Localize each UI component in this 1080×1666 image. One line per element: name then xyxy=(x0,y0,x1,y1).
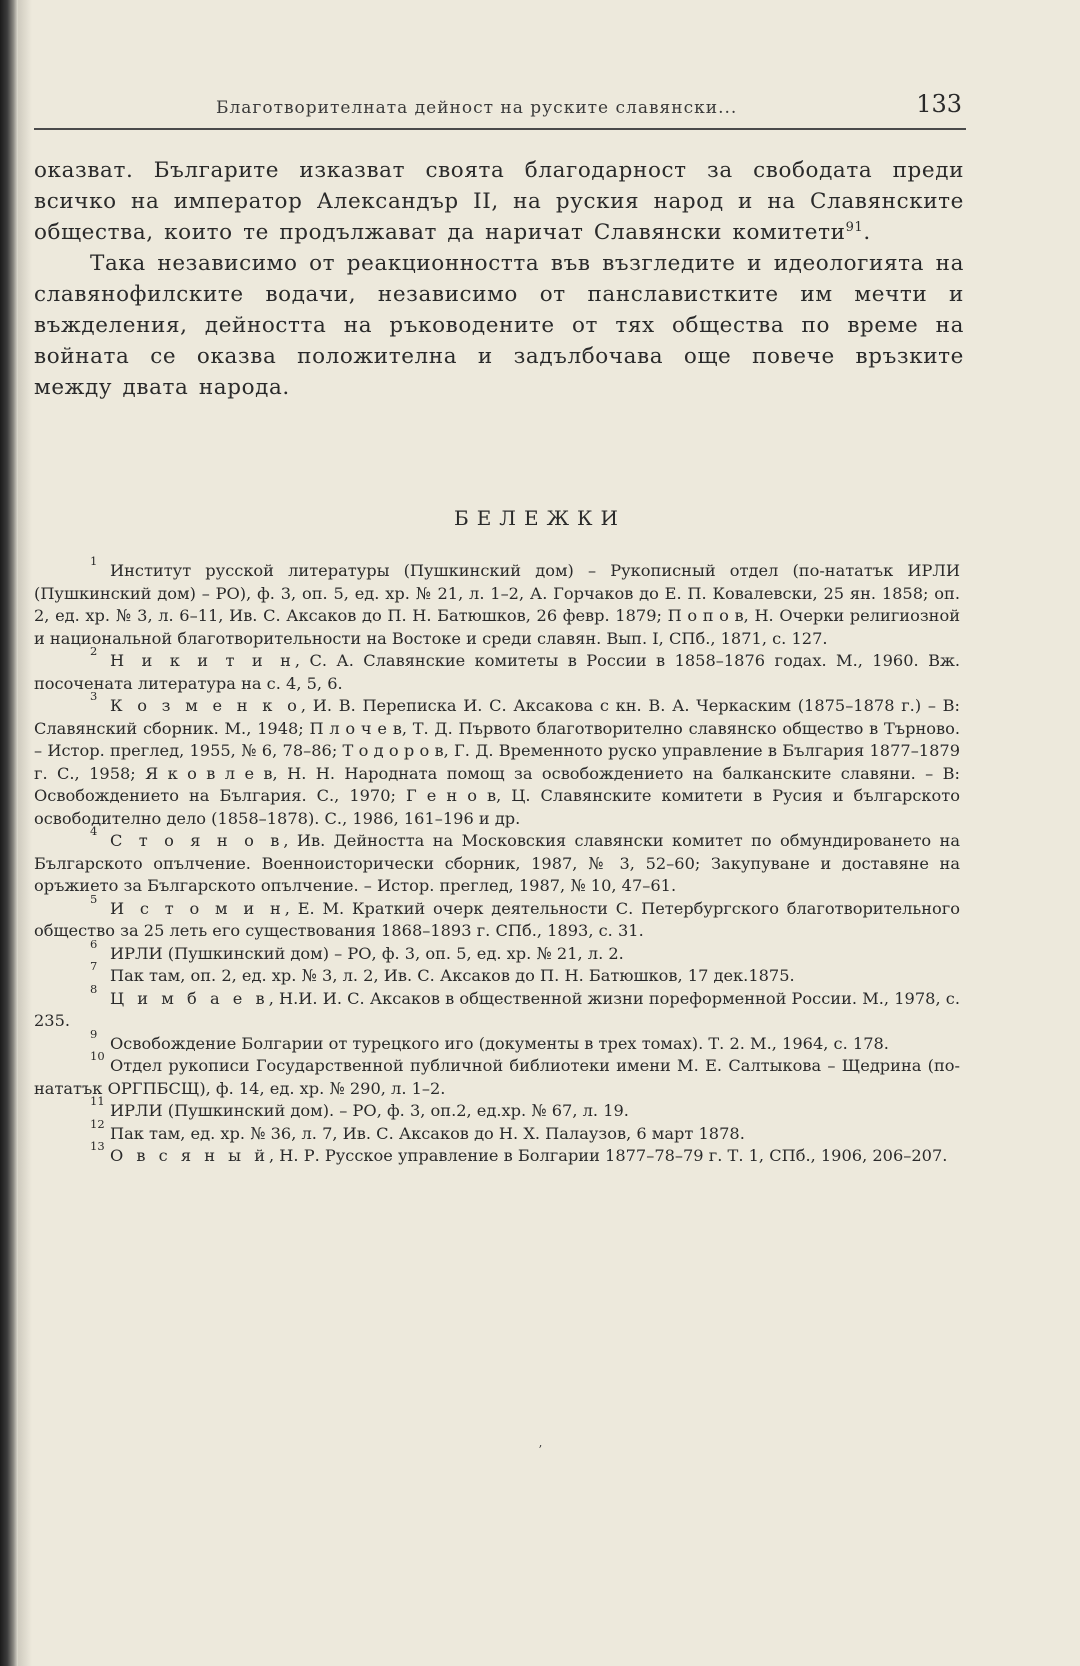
note-item xyxy=(34,644,961,695)
note-text: , Ив. Дейността на Московския славянски комитет по обмундироването на Българското опълчение. Военноисторически сборник, 1987, № 3, 52–60; Закупуване и доставяне на оръжието за Българското опълчение. – Истор. преглед, 1987, № 10, 47–61. xyxy=(34,831,960,895)
note-author: Н и к и т и н xyxy=(110,651,295,670)
note-text: Пак там, ед. хр. № 36, л. 7, Ив. С. Аксаков до Н. Х. Палаузов, 6 март 1878. xyxy=(110,1123,745,1143)
note-item xyxy=(34,959,960,988)
note-item xyxy=(34,936,960,966)
note-text: , Н.И. И. С. Аксаков в общественной жизни пореформенной России. М., 1978, с. 235. xyxy=(34,988,960,1030)
note-text: Пак там, оп. 2, ед. хр. № 3, л. 2, Ив. С. Аксаков до П. Н. Батюшков, 17 дек.1875. xyxy=(110,966,795,985)
footnote-ref-91: 91 xyxy=(845,219,864,235)
stray-ink-mark: ʼ xyxy=(538,1443,542,1457)
page-header xyxy=(34,92,966,130)
note-number: 7 xyxy=(90,959,98,973)
running-title: Благотворителната дейност на руските славянски... xyxy=(216,98,738,118)
note-number: 1 xyxy=(90,554,98,568)
note-text: Институт русской литературы (Пушкинский дом) – Рукописный отдел (по-нататък ИРЛИ (Пушкинский дом) – РО), ф. 3, оп. 5, ед. хр. № 21, л. 1–2, А. Горчаков до Е. П. Ковалевски, 25 ян. 1858; оп. 2, ед. хр. № 3, л. 6–11, Ив. С. Аксаков до П. Н. Батюшков, 26 февр. 1879; П о п о в, Н. Очерки религиозной и национальной благотворительности на Востоке и среди славян. Вып. I, СПб., 1871, с. 127. xyxy=(34,561,960,648)
note-number: 9 xyxy=(90,1026,98,1041)
paragraph-1 xyxy=(34,155,964,248)
note-item xyxy=(34,1116,960,1146)
note-item xyxy=(34,981,960,1033)
notes-heading: БЕЛЕЖКИ xyxy=(454,506,626,530)
note-text: ИРЛИ (Пушкинский дом) – РО, ф. 3, оп. 5, ед. хр. № 21, л. 2. xyxy=(110,943,624,963)
note-text: , С. А. Славянские комитеты в России в 1858–1876 годах. М., 1960. Вж. посочената литература на с. 4, 5, 6. xyxy=(34,651,961,693)
main-text xyxy=(34,155,964,403)
note-item xyxy=(34,689,961,830)
page-number: 133 xyxy=(916,90,962,118)
note-item xyxy=(34,891,960,943)
note-number: 11 xyxy=(90,1094,105,1108)
note-item xyxy=(34,824,960,898)
note-text: Отдел рукописи Государственной публичной библиотеки имени М. Е. Салтыкова – Щедрина (по-нататък ОРГПБСЩ), ф. 14, ед. хр. № 290, л. 1–2. xyxy=(34,1056,960,1098)
paragraph-1-end: . xyxy=(863,220,871,245)
paragraph-2: Така независимо от реакционността във възгледите и идеологията на славянофилските водачи, независимо от панславистките им мечти и въжделения, дейността на ръководените от тях общества по време на войната се оказва положителна и задълбочава още повече връзките между двата народа. xyxy=(34,251,964,400)
note-text: , Н. Р. Русское управление в Болгарии 1877–78–79 г. Т. 1, СПб., 1906, 206–207. xyxy=(269,1146,948,1165)
note-number: 10 xyxy=(90,1049,105,1063)
note-number: 3 xyxy=(90,689,98,703)
note-item xyxy=(34,554,960,650)
note-text: , И. В. Переписка И. С. Аксакова с кн. В. А. Черкаским (1875–1878 г.) – В: Славянский сборник. М., 1948; П л о ч е в, Т. Д. Първото благотворително славянско общество в Търново. – Истор. преглед, 1955, № 6, 78–86; Т о д о р о в, Г. Д. Временното руско управление в България 1877–1879 г. С., 1958; Я к о в л е в, Н. Н. Народната помощ за освобождението на балканските славяни. – В: Освобождението на България. С., 1970; Г е н о в, Ц. Славянските комитети в Русия и българското освободително дело (1858–1878). С., 1986, 161–196 и др. xyxy=(34,696,961,828)
note-number: 5 xyxy=(90,891,98,906)
page-gutter xyxy=(18,0,32,1666)
note-author: С т о я н о в xyxy=(110,831,284,850)
note-number: 8 xyxy=(90,981,98,996)
note-item xyxy=(34,1094,960,1123)
note-number: 12 xyxy=(90,1116,105,1131)
note-text: Освобождение Болгарии от турецкого иго (документы в трех томах). Т. 2. М., 1964, с. 178. xyxy=(110,1033,889,1053)
note-number: 6 xyxy=(90,936,98,951)
note-text: , Е. М. Краткий очерк деятельности С. Петербургского благотворительного общество за 25 леть его существования 1868–1893 г. СПб., 1893, с. 31. xyxy=(34,898,960,940)
note-text: ИРЛИ (Пушкинский дом). – РО, ф. 3, оп.2, ед.хр. № 67, л. 19. xyxy=(110,1101,629,1120)
note-number: 4 xyxy=(90,824,98,838)
book-spine-shadow xyxy=(0,0,18,1666)
notes-list xyxy=(34,554,961,1168)
note-item xyxy=(34,1026,960,1056)
note-item xyxy=(34,1049,960,1100)
note-author: Ц и м б а е в xyxy=(110,988,269,1008)
paragraph-1-text: оказват. Българите изказват своята благодарност за свободата преди всичко на император Александър II, на руския народ и на Славянските общества, които те продължават да наричат Славянски комитети xyxy=(34,158,964,245)
note-author: К о з м е н к о xyxy=(110,696,301,715)
note-item xyxy=(34,1139,960,1168)
note-number: 2 xyxy=(90,644,98,658)
note-author: И с т о м и н xyxy=(110,898,285,918)
note-author: О в с я н ы й xyxy=(110,1146,269,1165)
note-number: 13 xyxy=(90,1139,105,1153)
